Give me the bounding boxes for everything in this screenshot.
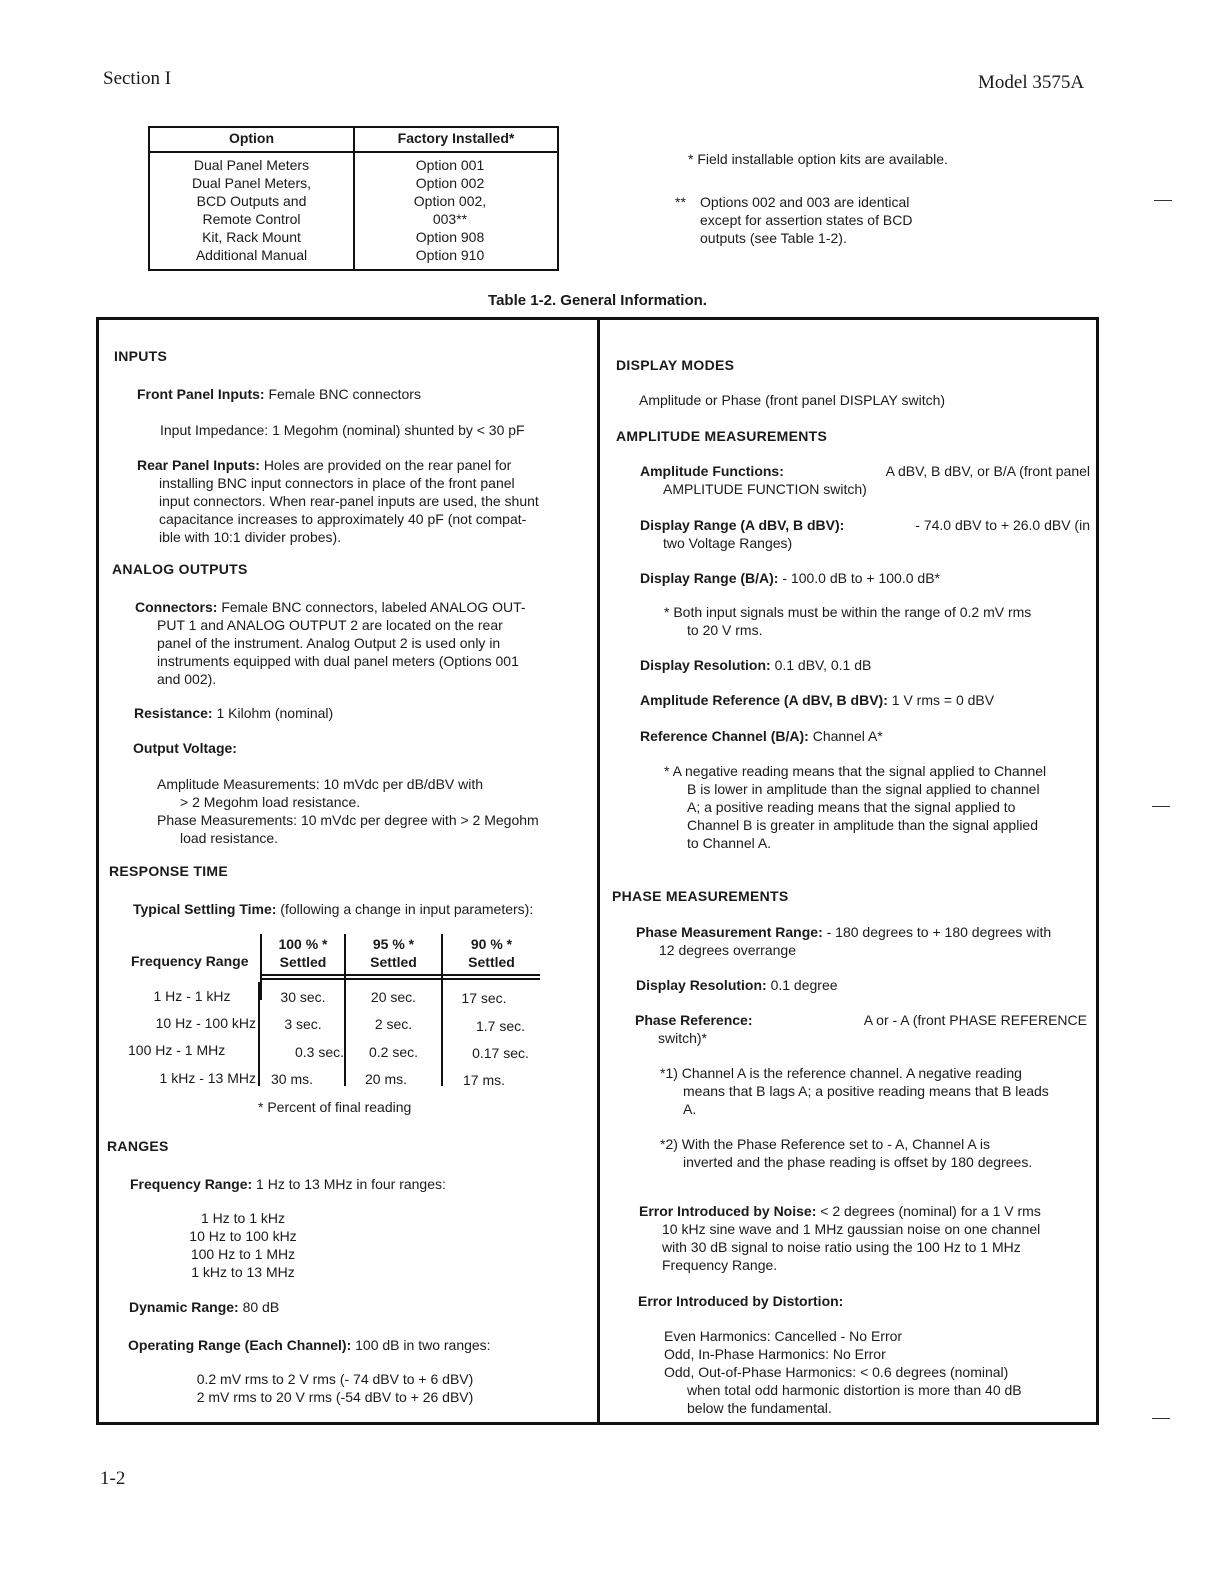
option-note-mark: ** [675, 194, 686, 210]
display-range-ba: Display Range (B/A): - 100.0 dB to + 100.0 dB* [640, 570, 940, 586]
settling-time-table [128, 930, 540, 1090]
rt-row-100: 30 ms. [270, 1071, 313, 1087]
rt-row-100: 3 sec. [284, 1016, 322, 1032]
rt-row-freq: 100 Hz - 1 MHz [128, 1042, 226, 1058]
display-modes-text: Amplitude or Phase (front panel DISPLAY switch) [639, 392, 946, 408]
rear-panel-inputs: Rear Panel Inputs: Holes are provided on the rear panel for installing BNC input connectors in place of the front panel input connectors. When rear-panel inputs are used, the shunt capacitance increases to approximately 40 pF (not compat- ible with 10:1 divider probes). [137, 457, 539, 545]
rt-row-90: 0.17 sec. [472, 1045, 529, 1061]
rt-row-95: 0.2 sec. [368, 1044, 419, 1060]
rt-row-freq: 1 Hz - 1 kHz [153, 988, 231, 1004]
phase-reference: Phase Reference: A or - A (front PHASE REFERENCE switch)* [635, 1012, 1087, 1046]
display-range-dbv: Display Range (A dBV, B dBV): - 74.0 dBV to + 26.0 dBV (in two Voltage Ranges) [640, 517, 1090, 551]
table-title: Table 1-2. General Information. [488, 292, 707, 309]
phase-note-1: *1) Channel A is the reference channel. A negative reading means that B lags A; a positive reading means that B leads A. [660, 1065, 1049, 1117]
options-row-label: Dual Panel Meters [193, 157, 310, 173]
inputs-heading: INPUTS [114, 348, 168, 364]
typical-settling-time: Typical Settling Time: (following a change in input parameters): [133, 901, 534, 917]
options-row-label: Kit, Rack Mount [202, 229, 301, 245]
amplitude-measurements-output: Amplitude Measurements: 10 mVdc per dB/dBV with > 2 Megohm load resistance. [157, 776, 484, 810]
phase-note-2: *2) With the Phase Reference set to - A, Channel A is inverted and the phase reading is offset by 180 degrees. [660, 1136, 1033, 1170]
phase-measurements-heading: PHASE MEASUREMENTS [612, 888, 789, 904]
options-row-value: Option 001 [415, 157, 485, 173]
margin-mark [1152, 1418, 1170, 1419]
output-voltage-label: Output Voltage: [133, 740, 237, 756]
page-number: 1-2 [100, 1468, 126, 1489]
rt-row-95: 20 ms. [364, 1071, 407, 1087]
operating-range: Operating Range (Each Channel): 100 dB in two ranges: [128, 1337, 491, 1353]
options-col1-header: Option [228, 130, 275, 146]
option-note-identical: Options 002 and 003 are identical except for assertion states of BCD outputs (see Table 1-2). [700, 194, 913, 246]
analog-outputs-heading: ANALOG OUTPUTS [112, 561, 248, 577]
section-label: Section I [103, 68, 172, 89]
options-row-value: Option 910 [415, 247, 485, 263]
rt-row-freq: 1 kHz - 13 MHz [159, 1070, 256, 1086]
rt-row-freq: 10 Hz - 100 kHz [155, 1015, 256, 1031]
frequency-range: Frequency Range: 1 Hz to 13 MHz in four ranges: [130, 1176, 446, 1192]
settling-footnote: * Percent of final reading [258, 1099, 412, 1115]
rt-header-frequency: Frequency Range [131, 953, 249, 969]
dynamic-range: Dynamic Range: 80 dB [129, 1299, 280, 1315]
rt-row-100: 30 sec. [280, 989, 326, 1005]
options-col2-header: Factory Installed* [397, 130, 515, 146]
rt-header-90: 90 % * Settled [468, 936, 515, 970]
input-impedance: Input Impedance: 1 Megohm (nominal) shunted by < 30 pF [160, 422, 525, 438]
rt-row-95: 2 sec. [374, 1016, 413, 1032]
error-distortion-label: Error Introduced by Distortion: [638, 1293, 844, 1309]
rt-row-90: 17 sec. [461, 990, 507, 1006]
options-row-label: Remote Control [202, 211, 301, 227]
margin-mark [1152, 806, 1170, 807]
rt-header-95: 95 % * Settled [370, 936, 417, 970]
option-note-field: * Field installable option kits are available. [688, 151, 948, 167]
response-time-heading: RESPONSE TIME [109, 863, 229, 879]
front-panel-inputs: Front Panel Inputs: Female BNC connectors [137, 386, 421, 402]
rt-row-90: 17 ms. [462, 1072, 505, 1088]
amplitude-reference: Amplitude Reference (A dBV, B dBV): 1 V rms = 0 dBV [640, 692, 995, 708]
options-col1-list [150, 156, 353, 264]
connectors-text: Connectors: Female BNC connectors, labeled ANALOG OUT- PUT 1 and ANALOG OUTPUT 2 are located on the rear panel of the instrument. Analog Output 2 is used only in instruments equipped with dual panel meters (Options 001 and 002). [135, 599, 526, 687]
options-row-value: 003** [432, 211, 468, 227]
phase-measurements-output: Phase Measurements: 10 mVdc per degree with > 2 Megohm load resistance. [157, 812, 539, 846]
options-row-value: Option 908 [415, 229, 485, 245]
rt-row-95: 20 sec. [370, 989, 417, 1005]
options-row-value: Option 002, [413, 193, 487, 209]
rt-row-100: 0.3 sec. [294, 1044, 344, 1060]
options-col2-list [355, 156, 545, 264]
options-row-label: Dual Panel Meters, [191, 175, 312, 191]
both-inputs-note: * Both input signals must be within the range of 0.2 mV rms to 20 V rms. [664, 604, 1032, 638]
resistance: Resistance: 1 Kilohm (nominal) [134, 705, 334, 721]
options-row-label: Additional Manual [195, 247, 308, 263]
distortion-list: Even Harmonics: Cancelled - No Error Odd, In-Phase Harmonics: No Error Odd, Out-of-Phase Harmonics: < 0.6 degrees (nominal) when total odd harmonic distortion is more than 40 dB below the fundamental. [664, 1328, 1022, 1416]
options-row-value: Option 002 [415, 175, 485, 191]
rt-row-90: 1.7 sec. [475, 1018, 526, 1034]
negative-reading-note: * A negative reading means that the signal applied to Channel B is lower in amplitude than the signal applied to channel A; a positive reading means that the signal applied to Channel B is greater in amplitude than the signal applied to Channel A. [664, 763, 1047, 851]
display-resolution-phase: Display Resolution: 0.1 degree [636, 977, 838, 993]
display-resolution-amp: Display Resolution: 0.1 dBV, 0.1 dB [640, 657, 872, 673]
model-label: Model 3575A [978, 72, 1085, 93]
rt-header-100: 100 % * Settled [278, 936, 328, 970]
reference-channel: Reference Channel (B/A): Channel A* [640, 728, 883, 744]
error-noise: Error Introduced by Noise: < 2 degrees (nominal) for a 1 V rms 10 kHz sine wave and 1 MHz gaussian noise on one channel with 30 dB signal to noise ratio using the 100 Hz to 1 MHz Frequency Range. [639, 1203, 1041, 1273]
phase-measurement-range: Phase Measurement Range: - 180 degrees to + 180 degrees with 12 degrees overrange [636, 924, 1052, 958]
amplitude-measurements-heading: AMPLITUDE MEASUREMENTS [616, 428, 828, 444]
ranges-heading: RANGES [107, 1138, 169, 1154]
options-table [148, 126, 559, 271]
display-modes-heading: DISPLAY MODES [616, 357, 735, 373]
frequency-range-list: 1 Hz to 1 kHz 10 Hz to 100 kHz 100 Hz to 1 MHz 1 kHz to 13 MHz [189, 1210, 297, 1280]
amplitude-functions: Amplitude Functions: A dBV, B dBV, or B/A (front panel AMPLITUDE FUNCTION switch) [640, 463, 1090, 497]
margin-mark [1154, 200, 1172, 201]
operating-range-list: 0.2 mV rms to 2 V rms (- 74 dBV to + 6 dBV) 2 mV rms to 20 V rms (-54 dBV to + 26 dBV) [196, 1371, 474, 1405]
options-row-label: BCD Outputs and [196, 193, 307, 209]
